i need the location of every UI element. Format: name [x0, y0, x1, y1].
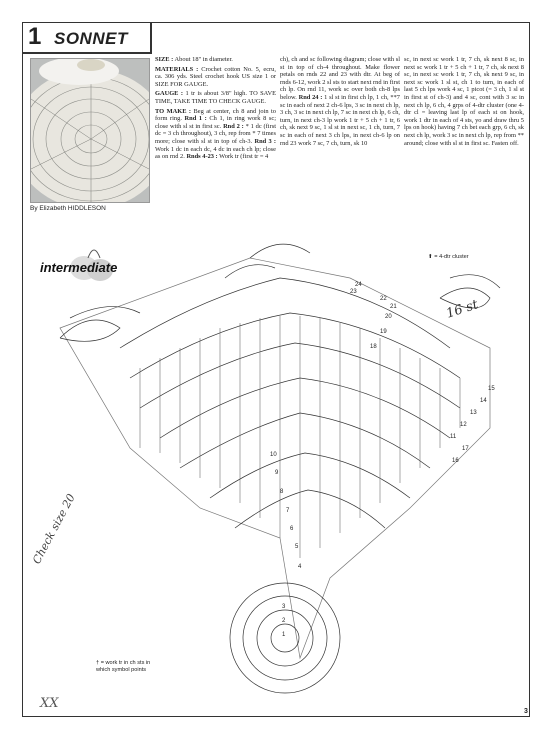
round-label: 2	[282, 618, 286, 624]
round-label: 11	[450, 434, 457, 440]
round-label: 6	[290, 526, 294, 532]
round-label: 22	[380, 296, 387, 302]
level-badge: intermediate	[40, 260, 118, 275]
round-label: 18	[370, 344, 377, 350]
round-label: 14	[480, 398, 487, 404]
round-label: 17	[462, 446, 469, 452]
round-label: 23	[350, 289, 357, 295]
instructions-col-3: sc, in next sc work 1 tr, 7 ch, sk next 8 sc, in next sc work 1 tr + 5 ch + 1 tr, 7 ch, sk next 8 sc, in next sc work 1 tr, 7 ch, sk next 9 sc, in next sc work 1 sl st, ch 1 to turn, in each of last 5 ch lps work 4 sc, 1 picot (= 3 ch, 1 sl st in first st of ch-3) and 4 sc, cont with 3 sc in next ch lp, 6 ch, 4 grps of 4-dtr cluster (one 4-dtr cl = leaving last lp of each st on hook, work 1 dtr in each of 4 sts, yo and draw thru 5 lps on hook) having 7 ch bet each grp, 6 ch, sk next ch lp, work 3 sc in next ch lp, rep from ** around; close with sl st in first sc. Fasten off.	[404, 56, 524, 147]
round-label: 21	[390, 304, 397, 310]
pattern-title: SONNET	[54, 29, 128, 48]
round-label: 12	[460, 422, 467, 428]
page-number: 3	[524, 708, 528, 715]
round-label: 15	[488, 386, 495, 392]
handwritten-check-note: Check size 20	[30, 491, 78, 567]
doily-photo	[30, 58, 150, 203]
round-label: 5	[295, 544, 299, 550]
pattern-number: 1	[28, 23, 42, 50]
round-label: 7	[286, 508, 290, 514]
tr-symbol-icon: †	[96, 660, 100, 666]
round-label: 4	[298, 564, 302, 570]
round-label: 24	[355, 282, 362, 288]
round-label: 9	[275, 470, 279, 476]
round-label: 13	[470, 410, 477, 416]
round-label: 16	[452, 458, 459, 464]
round-label: 19	[380, 329, 387, 335]
instructions-col-1: SIZE : About 18" in diameter. MATERIALS : Crochet cotton No. 5, ecru, ca. 306 yds. Steel crochet hook US size 1 or SIZE FOR GAUGE. GAUGE : 1 tr is about 3/8" high. TO SAVE TIME, TAKE TIME TO CHECK GAUGE. TO MAKE : Beg at center, ch 8 and join to form ring. Rnd 1 : Ch 1, in ring work 8 sc; close with sl st in first sc. Rnd 2 : * 1 dc (first dc = 3 ch throughout), 3 ch, rep from * 7 times more; close with sl st in top of ch-3. Rnd 3 : Work 1 dc in each dc, 4 dc in each ch lp; close as on rnd 2. Rnds 4-23 : Work tr (first tr = 4	[155, 56, 277, 161]
instructions-col-2: ch), ch and sc following diagram; close with sl st in top of ch-4 throughout. Make flower petals on rnds 22 and 23 with dtr. At beg of rnds 6-12, work 2 sl sts to start next rnd in first ch lp. On rnd 11, work sc over both ch-8 lps below. Rnd 24 : 1 sl st in first ch lp, 1 ch, **7 sc in each of next 2 ch-6 lps, 3 sc in next ch lp, 3 ch, 3 sc in next ch lp, 7 sc in next ch lp, 6 ch, turn, in next ch-3 lp work 1 tr + 5 ch + 1 tr, 6 ch, sk next 9 sc, 1 sl st in next sc, 1 ch, turn, 7 sc in each of next 3 ch lps, in next ch-6 lp on rnd 23 work 7 sc, 7 ch, turn, sk 10	[280, 56, 400, 147]
cluster-symbol-icon: ⬆	[428, 254, 433, 260]
byline: By Elizabeth HIDDLESON	[30, 205, 106, 212]
legend-symbol-note: † = work tr in ch sts in which symbol points	[96, 660, 151, 673]
handwritten-initials: XX	[40, 696, 59, 711]
round-label: 3	[282, 604, 286, 610]
round-label: 10	[270, 452, 277, 458]
round-label: 1	[282, 632, 286, 638]
round-label: 8	[280, 489, 284, 495]
handwritten-stitch-count: 16 st	[444, 297, 481, 322]
legend-cluster: ⬆ = 4-dtr cluster	[428, 254, 469, 260]
round-label: 20	[385, 314, 392, 320]
